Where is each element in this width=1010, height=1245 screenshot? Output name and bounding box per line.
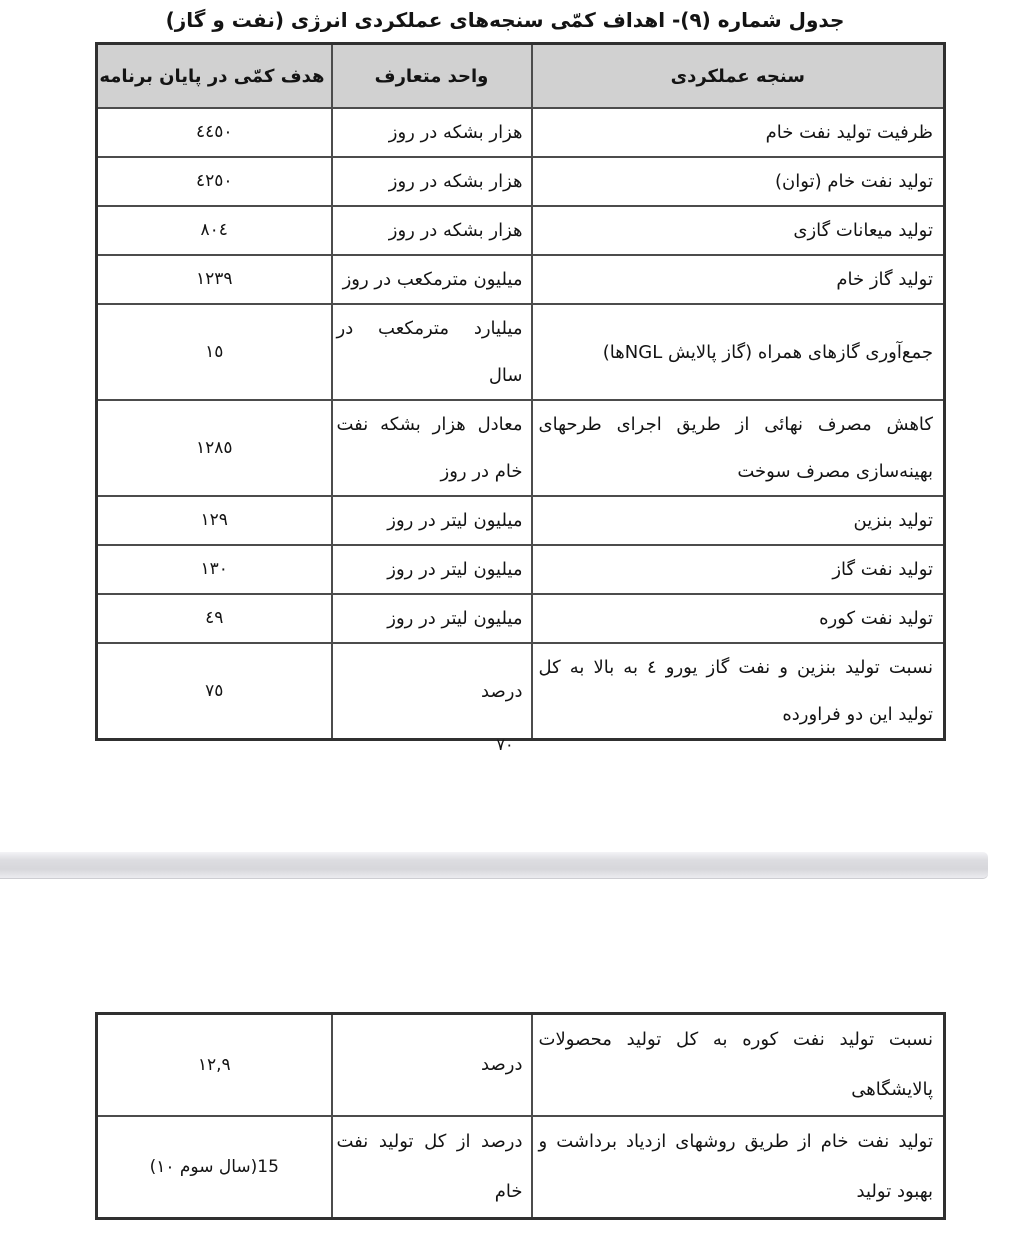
- cell-target: ٤٩: [97, 594, 332, 643]
- table-row: [97, 206, 945, 255]
- table-title: جدول شماره (٩)- اهداف کمّی سنجه‌های عملکردی انرژی (نفت و گاز): [165, 8, 845, 32]
- cell-target: ١٢٣٩: [97, 255, 332, 304]
- cell-metric: جمع‌آوری گازهای همراه (گاز پالایش NGLها): [532, 304, 945, 400]
- cell-metric: نسبت تولید نفت کوره به کل تولید محصولات پالایشگاهی: [532, 1014, 945, 1117]
- table-row: [97, 304, 945, 400]
- table-row: [97, 1014, 945, 1117]
- header-metric: سنجه عملکردی: [532, 44, 945, 109]
- table-row: [97, 157, 945, 206]
- cell-metric: تولید بنزین: [532, 496, 945, 545]
- cell-metric: تولید نفت خام از طریق روشهای ازدیاد برداشت و بهبود تولید: [532, 1116, 945, 1219]
- table-row: [97, 545, 945, 594]
- header-unit: واحد متعارف: [332, 44, 532, 109]
- cell-target: ١٢,٩: [97, 1014, 332, 1117]
- cell-unit: درصد از کل تولید نفت خام: [332, 1116, 532, 1219]
- cell-target: ١٢٩: [97, 496, 332, 545]
- cell-metric: ظرفیت تولید نفت خام: [532, 108, 945, 157]
- cell-metric: تولید گاز خام: [532, 255, 945, 304]
- cell-unit: میلیون لیتر در روز: [332, 594, 532, 643]
- table-row: [97, 108, 945, 157]
- cell-target: ١٢٨٥: [97, 400, 332, 496]
- cell-metric: کاهش مصرف نهائی از طریق اجرای طرحهای بهینه‌سازی مصرف سوخت: [532, 400, 945, 496]
- cell-unit: میلیون لیتر در روز: [332, 545, 532, 594]
- cell-metric: تولید نفت خام (توان): [532, 157, 945, 206]
- table-header-row: [97, 44, 945, 109]
- table-row: [97, 496, 945, 545]
- cell-target: ٤٤٥٠: [97, 108, 332, 157]
- cell-unit: درصد: [332, 1014, 532, 1117]
- cell-target: ٨٠٤: [97, 206, 332, 255]
- table-row: [97, 400, 945, 496]
- table2-body: [97, 1014, 945, 1219]
- cell-target: ٧٥: [97, 643, 332, 740]
- cell-unit: هزار بشکه در روز: [332, 157, 532, 206]
- cell-unit: میلیون لیتر در روز: [332, 496, 532, 545]
- cell-metric: نسبت تولید بنزین و نفت گاز یورو ٤ به بالا به کل تولید این دو فراورده: [532, 643, 945, 740]
- table-row: [97, 594, 945, 643]
- cell-target: ١٣٠: [97, 545, 332, 594]
- page-separator-bar: [0, 852, 988, 878]
- cell-unit: میلیون مترمکعب در روز: [332, 255, 532, 304]
- cell-unit: هزار بشکه در روز: [332, 206, 532, 255]
- table-row: [97, 255, 945, 304]
- cell-target: ١٥: [97, 304, 332, 400]
- cell-unit: معادل هزار بشکه نفت خام در روز: [332, 400, 532, 496]
- header-target: هدف کمّی در پایان برنامه: [97, 44, 332, 109]
- cell-metric: تولید نفت گاز: [532, 545, 945, 594]
- page-number: ٧٠: [496, 735, 514, 754]
- performance-table-page1: [95, 42, 946, 741]
- performance-table-page2: [95, 1012, 946, 1220]
- cell-metric: تولید نفت کوره: [532, 594, 945, 643]
- cell-target: 15(سال سوم ١٠): [97, 1116, 332, 1219]
- table-row: [97, 1116, 945, 1219]
- cell-unit: درصد: [332, 643, 532, 740]
- cell-metric: تولید میعانات گازی: [532, 206, 945, 255]
- cell-unit: هزار بشکه در روز: [332, 108, 532, 157]
- cell-target: ٤٢٥٠: [97, 157, 332, 206]
- table-row: [97, 643, 945, 740]
- table1-body: [97, 108, 945, 740]
- cell-unit: میلیارد مترمکعب در سال: [332, 304, 532, 400]
